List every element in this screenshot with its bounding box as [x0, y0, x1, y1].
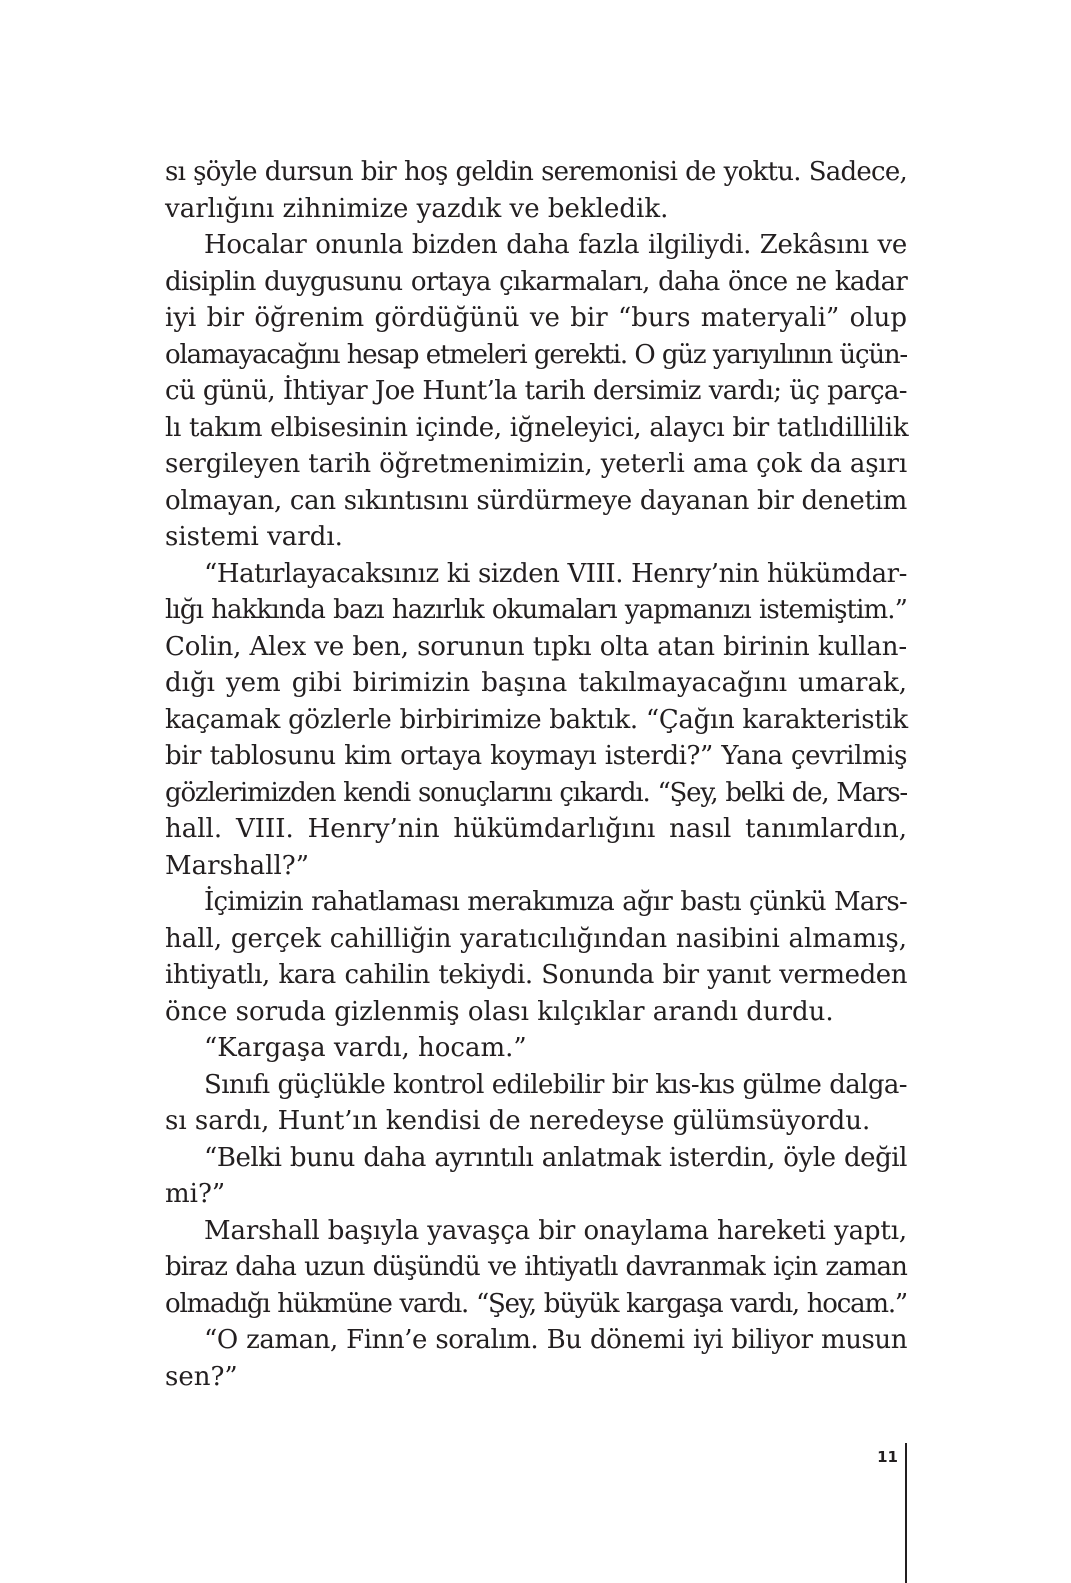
- text-line: olmayan, can sıkıntısını sürdürmeye dayanan bir denetim: [165, 485, 907, 516]
- text-line: sen?”: [165, 1361, 238, 1392]
- paragraph-first-line: “Hatırlayacaksınız ki sizden VIII. Henry’nin hükümdar-: [204, 558, 907, 589]
- margin-rule: [905, 1443, 907, 1583]
- text-line: biraz daha uzun düşündü ve ihtiyatlı davranmak için zaman: [165, 1252, 907, 1282]
- paragraph-first-line: Hocalar onunla bizden daha fazla ilgiliydi. Zekâsını ve: [204, 230, 907, 260]
- text-line: bir tablosunu kim ortaya koymayı isterdi?” Yana çevrilmiş: [165, 741, 907, 771]
- paragraph-first-line: İçimizin rahatlaması merakımıza ağır bastı çünkü Mars-: [204, 887, 907, 917]
- text-line: iyi bir öğrenim gördüğünü ve bir “burs materyali” olup: [165, 303, 907, 333]
- text-line: hall, gerçek cahilliğin yaratıcılığından nasibini almamış,: [165, 923, 907, 954]
- text-line: ihtiyatlı, kara cahilin tekiydi. Sonunda bir yanıt vermeden: [165, 960, 907, 990]
- page-number: 11: [877, 1448, 898, 1466]
- text-line: önce soruda gizlenmiş olası kılçıklar arandı durdu.: [165, 996, 834, 1027]
- text-line: sı şöyle dursun bir hoş geldin seremonisi de yoktu. Sadece,: [165, 157, 907, 187]
- text-line: hall. VIII. Henry’nin hükümdarlığını nasıl tanımlardın,: [165, 814, 907, 844]
- text-line: gözlerimizden kendi sonuçlarını çıkardı. “Şey, belki de, Mars-: [165, 777, 907, 808]
- text-line: mi?”: [165, 1179, 226, 1209]
- text-line: sergileyen tarih öğretmenimizin, yeterli ama çok da aşırı: [165, 449, 907, 479]
- text-line: disiplin duygusunu ortaya çıkarmaları, daha önce ne kadar: [165, 266, 907, 297]
- text-line: lı takım elbisesinin içinde, iğneleyici, alaycı bir tatlıdillilik: [165, 412, 909, 443]
- text-line: olmadığı hükmüne vardı. “Şey, büyük kargaşa vardı, hocam.”: [165, 1288, 907, 1319]
- paragraph-first-line: Sınıfı güçlükle kontrol edilebilir bir kıs-kıs gülme dalga-: [204, 1069, 907, 1100]
- body-text: [165, 154, 907, 1395]
- text-line: sı sardı, Hunt’ın kendisi de neredeyse gülümsüyordu.: [165, 1106, 871, 1136]
- text-line: olamayacağını hesap etmeleri gerekti. O güz yarıyılının üçün-: [165, 339, 907, 370]
- paragraph-first-line: Marshall başıyla yavaşça bir onaylama hareketi yaptı,: [204, 1215, 907, 1246]
- text-line: kaçamak gözlerle birbirimize baktık. “Çağın karakteristik: [165, 704, 908, 735]
- paragraph-first-line: “O zaman, Finn’e soralım. Bu dönemi iyi biliyor musun: [204, 1325, 907, 1355]
- text-line: lığı hakkında bazı hazırlık okumaları yapmanızı istemiştim.”: [165, 595, 907, 625]
- text-line: cü günü, İhtiyar Joe Hunt’la tarih dersimiz vardı; üç parça-: [165, 376, 907, 406]
- text-line: Marshall?”: [165, 850, 310, 881]
- text-line: varlığını zihnimize yazdık ve bekledik.: [165, 193, 669, 224]
- paragraph-first-line: “Belki bunu daha ayrıntılı anlatmak isterdin, öyle değil: [204, 1142, 907, 1173]
- paragraph-first-line: “Kargaşa vardı, hocam.”: [204, 1033, 527, 1063]
- text-line: Colin, Alex ve ben, sorunun tıpkı olta atan birinin kullan-: [165, 631, 907, 662]
- text-line: dığı yem gibi birimizin başına takılmayacağını umarak,: [165, 668, 907, 698]
- text-line: sistemi vardı.: [165, 522, 343, 552]
